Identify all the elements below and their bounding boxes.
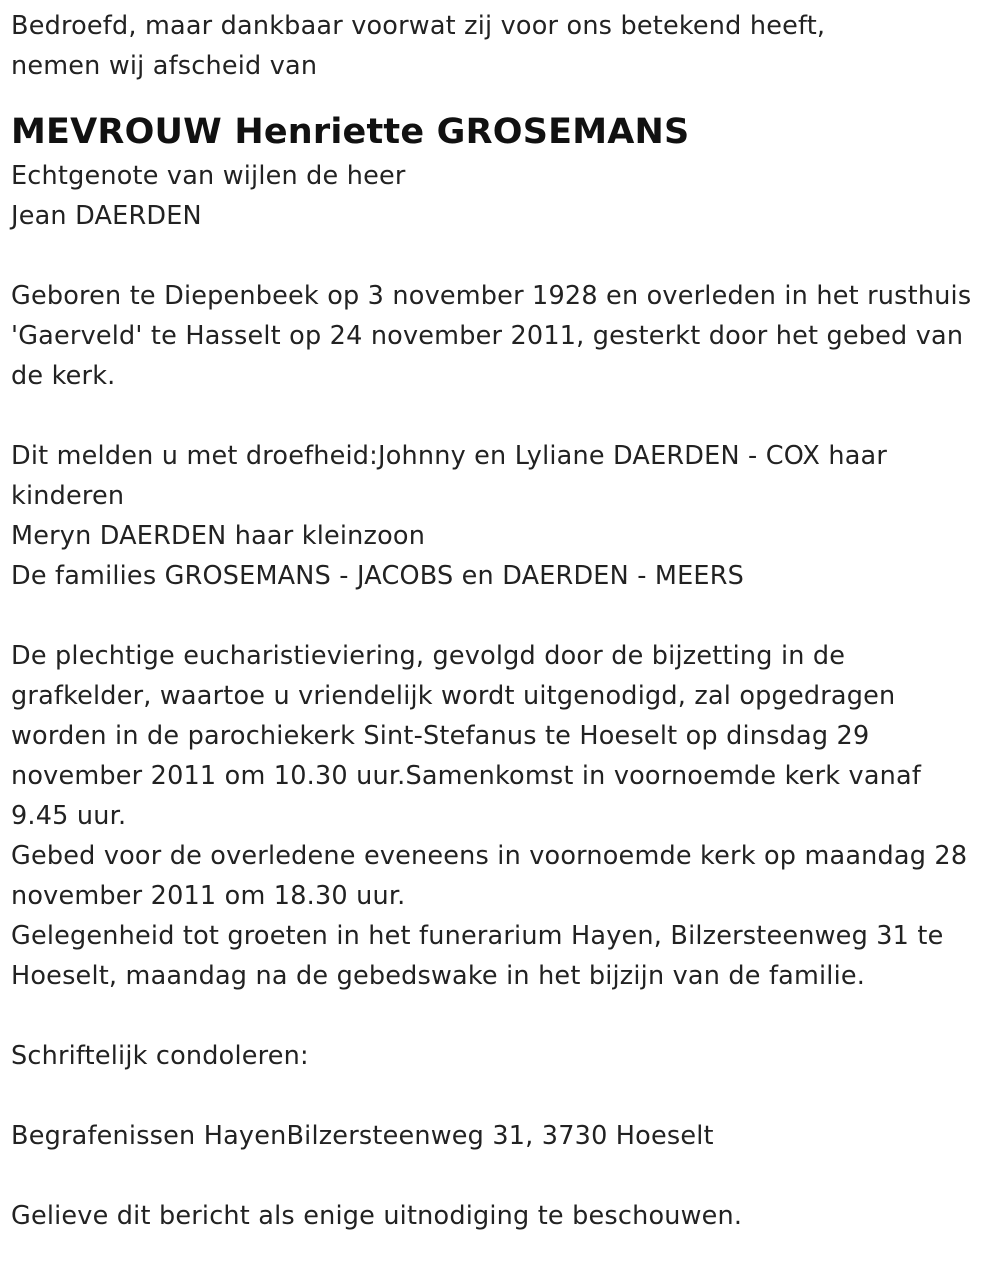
- condolence-label: Schriftelijk condoleren:: [11, 1041, 309, 1071]
- deceased-name: MEVROUW Henriette GROSEMANS: [11, 112, 690, 152]
- funeral-notice: [11, 6, 996, 1236]
- closing-text: Gelieve dit bericht als enige uitnodiging te beschouwen.: [11, 1201, 743, 1231]
- ceremony-line-2: grafkelder, waartoe u vriendelijk wordt uitgenodigd, zal opgedragen: [11, 681, 896, 711]
- ceremony-line-1: De plechtige eucharistieviering, gevolgd door de bijzetting in de: [11, 641, 846, 671]
- birth-death-line-1: Geboren te Diepenbeek op 3 november 1928 en overleden in het rusthuis: [11, 281, 972, 311]
- spacer: [11, 1156, 996, 1196]
- family-line-3: Meryn DAERDEN haar kleinzoon: [11, 521, 426, 551]
- birth-death-line-2: 'Gaerveld' te Hasselt op 24 november 2011, gesterkt door het gebed van: [11, 321, 964, 351]
- ceremony-line-7: november 2011 om 18.30 uur.: [11, 881, 406, 911]
- family-line-1: Dit melden u met droefheid:Johnny en Lyliane DAERDEN - COX haar: [11, 441, 888, 471]
- ceremony-line-5: 9.45 uur.: [11, 801, 127, 831]
- ceremony-line-9: Hoeselt, maandag na de gebedswake in het bijzijn van de familie.: [11, 961, 866, 991]
- birth-death-line-3: de kerk.: [11, 361, 116, 391]
- spacer: [11, 396, 996, 436]
- ceremony-line-6: Gebed voor de overledene eveneens in voornoemde kerk op maandag 28: [11, 841, 968, 871]
- family-line-4: De families GROSEMANS - JACOBS en DAERDEN - MEERS: [11, 561, 745, 591]
- spacer: [11, 1076, 996, 1116]
- spouse-line-2: Jean DAERDEN: [11, 201, 202, 231]
- intro-line-2: nemen wij afscheid van: [11, 51, 318, 81]
- ceremony-line-3: worden in de parochiekerk Sint-Stefanus te Hoeselt op dinsdag 29: [11, 721, 870, 751]
- intro-line-1: Bedroefd, maar dankbaar voorwat zij voor ons betekend heeft,: [11, 11, 826, 41]
- spacer: [11, 596, 996, 636]
- spacer: [11, 996, 996, 1036]
- spouse-line-1: Echtgenote van wijlen de heer: [11, 161, 406, 191]
- funeral-home-address: Begrafenissen HayenBilzersteenweg 31, 3730 Hoeselt: [11, 1121, 714, 1151]
- ceremony-line-4: november 2011 om 10.30 uur.Samenkomst in voornoemde kerk vanaf: [11, 761, 922, 791]
- spacer: [11, 236, 996, 276]
- ceremony-line-8: Gelegenheid tot groeten in het funerarium Hayen, Bilzersteenweg 31 te: [11, 921, 944, 951]
- family-line-2: kinderen: [11, 481, 125, 511]
